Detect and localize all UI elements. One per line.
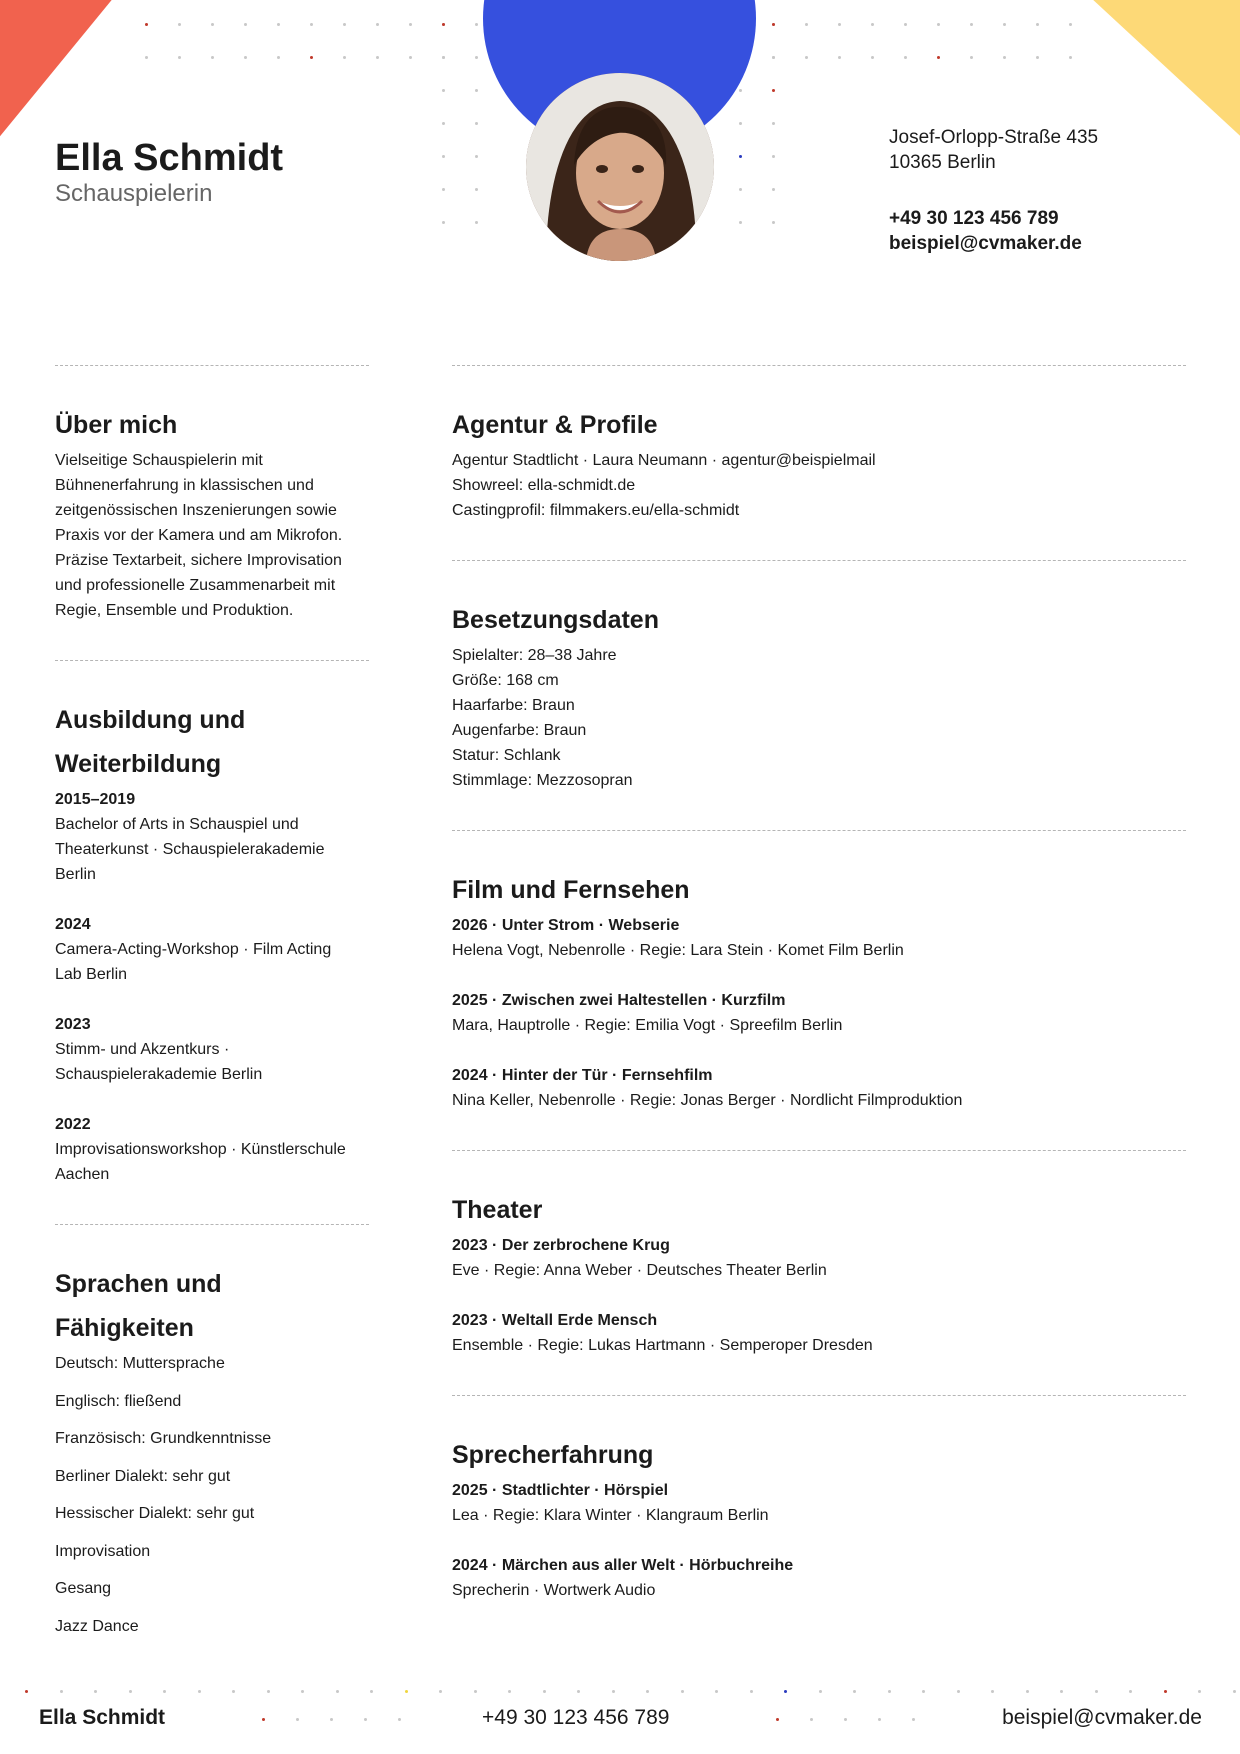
decorative-dot	[475, 221, 478, 224]
decorative-dot	[805, 56, 808, 59]
decorative-dot	[442, 221, 445, 224]
decorative-dot	[922, 1690, 925, 1693]
decorative-dot	[1036, 23, 1039, 26]
decorative-corner-yellow	[1080, 0, 1240, 145]
theater-entry	[452, 1233, 1192, 1283]
section-title-film: Film und Fernsehen	[452, 876, 690, 904]
decorative-dot	[784, 1690, 787, 1693]
decorative-dot	[409, 23, 412, 26]
film-heading: 2026 · Unter Strom · Webserie	[452, 917, 680, 934]
decorative-dot	[474, 1690, 477, 1693]
divider	[452, 560, 1186, 561]
skill-item: Gesang	[55, 1580, 112, 1597]
decorative-dot	[739, 122, 742, 125]
footer-email[interactable]: beispiel@cvmaker.de	[1002, 1706, 1202, 1729]
decorative-dot	[750, 1690, 753, 1693]
agency-text	[452, 448, 1192, 523]
section-title-casting: Besetzungsdaten	[452, 606, 659, 634]
education-line: Theaterkunst · Schauspielerakademie	[55, 841, 325, 858]
about-line: Bühnenerfahrung in klassischen und	[55, 477, 314, 494]
education-line: Berlin	[55, 866, 96, 883]
decorative-dot	[1036, 56, 1039, 59]
decorative-dot	[878, 1718, 881, 1721]
decorative-dot	[475, 155, 478, 158]
divider	[452, 1395, 1186, 1396]
decorative-dot	[129, 1690, 132, 1693]
decorative-dot	[244, 56, 247, 59]
decorative-dot	[178, 56, 181, 59]
divider	[55, 365, 369, 366]
voice-heading: 2025 · Stadtlichter · Hörspiel	[452, 1482, 669, 1499]
casting-line: Haarfarbe: Braun	[452, 697, 575, 714]
casting-text	[452, 643, 1192, 793]
casting-line: Statur: Schlank	[452, 747, 561, 764]
decorative-dot	[1095, 1690, 1098, 1693]
skill-item: Englisch: fließend	[55, 1392, 182, 1410]
decorative-dot	[163, 1690, 166, 1693]
voice-list	[452, 1478, 1192, 1603]
decorative-dot	[904, 23, 907, 26]
film-heading: 2024 · Hinter der Tür · Fernsehfilm	[452, 1067, 713, 1084]
voice-entry	[452, 1478, 1192, 1528]
decorative-dot	[442, 23, 445, 26]
voice-detail: Sprecherin · Wortwerk Audio	[452, 1582, 656, 1599]
candidate-name: Ella Schmidt	[55, 137, 284, 179]
decorative-dot	[1003, 23, 1006, 26]
decorative-dot	[262, 1718, 265, 1721]
decorative-dot	[310, 23, 313, 26]
about-line: und professionelle Zusammenarbeit mit	[55, 577, 336, 594]
decorative-dot	[370, 1690, 373, 1693]
decorative-dot	[301, 1690, 304, 1693]
section-title-line: Weiterbildung	[55, 750, 222, 778]
decorative-dot	[442, 89, 445, 92]
agency-line: Showreel: ella-schmidt.de	[452, 477, 636, 494]
address-line-2: 10365 Berlin	[889, 152, 996, 173]
section-title-voice: Sprecherfahrung	[452, 1441, 654, 1469]
film-entry	[452, 1063, 1192, 1113]
decorative-dot	[442, 122, 445, 125]
skills-list	[55, 1351, 385, 1651]
decorative-dot	[296, 1718, 299, 1721]
education-line: Improvisationsworkshop · Künstlerschule	[55, 1141, 346, 1158]
theater-heading: 2023 · Weltall Erde Mensch	[452, 1312, 658, 1329]
about-line: Regie, Ensemble und Produktion.	[55, 602, 294, 619]
decorative-dot	[1164, 1690, 1167, 1693]
decorative-dot	[310, 56, 313, 59]
section-title-about: Über mich	[55, 411, 178, 439]
education-entry	[55, 912, 385, 987]
decorative-dot	[211, 56, 214, 59]
decorative-dot	[871, 23, 874, 26]
decorative-dot	[904, 56, 907, 59]
decorative-dot	[776, 1718, 779, 1721]
film-entry	[452, 913, 1192, 963]
casting-line: Spielalter: 28–38 Jahre	[452, 647, 617, 664]
skill-item: Improvisation	[55, 1542, 151, 1560]
decorative-dot	[772, 89, 775, 92]
about-line: zeitgenössischen Inszenierungen sowie	[55, 502, 337, 519]
decorative-dot	[475, 23, 478, 26]
decorative-dot	[330, 1718, 333, 1721]
decorative-dot	[1069, 23, 1072, 26]
decorative-dot	[772, 155, 775, 158]
education-line: Schauspielerakademie Berlin	[55, 1066, 263, 1083]
decorative-dot	[60, 1690, 63, 1693]
divider	[452, 365, 1186, 366]
decorative-dot	[772, 122, 775, 125]
skill-item: Hessischer Dialekt: sehr gut	[55, 1505, 255, 1522]
theater-detail: Ensemble · Regie: Lukas Hartmann · Semperoper Dresden	[452, 1337, 873, 1354]
skill-item: Deutsch: Muttersprache	[55, 1355, 225, 1372]
education-year: 2015–2019	[55, 791, 136, 808]
decorative-dot	[508, 1690, 511, 1693]
film-detail: Mara, Hauptrolle · Regie: Emilia Vogt · Spreefilm Berlin	[452, 1017, 843, 1034]
casting-line: Größe: 168 cm	[452, 672, 559, 689]
film-list	[452, 913, 1192, 1113]
about-text	[55, 448, 385, 623]
section-title-education	[55, 698, 245, 786]
about-line: Präzise Textarbeit, sichere Improvisation	[55, 552, 342, 569]
decorative-dot	[805, 23, 808, 26]
decorative-dot	[94, 1690, 97, 1693]
decorative-dot	[937, 56, 940, 59]
decorative-dot	[25, 1690, 28, 1693]
decorative-dot	[1233, 1690, 1236, 1693]
contact-details	[889, 206, 1082, 256]
about-line: Praxis vor der Kamera und am Mikrofon.	[55, 527, 343, 544]
education-line: Bachelor of Arts in Schauspiel und	[55, 816, 299, 833]
decorative-dot	[838, 23, 841, 26]
decorative-dot	[475, 188, 478, 191]
film-detail: Nina Keller, Nebenrolle · Regie: Jonas Berger · Nordlicht Filmproduktion	[452, 1092, 963, 1109]
agency-line: Castingprofil: filmmakers.eu/ella-schmidt	[452, 502, 740, 519]
decorative-dot	[772, 23, 775, 26]
decorative-dot	[178, 23, 181, 26]
decorative-dot	[145, 56, 148, 59]
decorative-dot	[1198, 1690, 1201, 1693]
decorative-corner-red	[0, 0, 135, 150]
theater-list	[452, 1233, 1192, 1358]
decorative-dot	[937, 23, 940, 26]
address-line-1: Josef-Orlopp-Straße 435	[889, 127, 1099, 148]
decorative-dot	[844, 1718, 847, 1721]
decorative-dot	[739, 89, 742, 92]
decorative-dot	[957, 1690, 960, 1693]
decorative-dot	[970, 23, 973, 26]
decorative-dot	[715, 1690, 718, 1693]
decorative-dot	[772, 188, 775, 191]
education-year: 2023	[55, 1016, 91, 1033]
skill-item: Jazz Dance	[55, 1617, 139, 1635]
section-title-agency: Agentur & Profile	[452, 411, 658, 439]
decorative-dot	[1069, 56, 1072, 59]
decorative-dot	[277, 23, 280, 26]
decorative-dot	[810, 1718, 813, 1721]
decorative-dot	[336, 1690, 339, 1693]
decorative-dot	[211, 23, 214, 26]
decorative-dot	[991, 1690, 994, 1693]
decorative-dot	[1003, 56, 1006, 59]
decorative-dot	[376, 23, 379, 26]
decorative-dot	[838, 56, 841, 59]
voice-heading: 2024 · Märchen aus aller Welt · Hörbuchreihe	[452, 1557, 794, 1574]
decorative-dot	[244, 23, 247, 26]
education-year: 2022	[55, 1116, 91, 1133]
decorative-dot	[912, 1718, 915, 1721]
decorative-dot	[475, 122, 478, 125]
section-title-line: Sprachen und	[55, 1270, 222, 1298]
theater-heading: 2023 · Der zerbrochene Krug	[452, 1237, 670, 1254]
education-line: Camera-Acting-Workshop · Film Acting	[55, 941, 332, 958]
education-line: Lab Berlin	[55, 966, 128, 983]
skill-item: Französisch: Grundkenntnisse	[55, 1430, 272, 1447]
decorative-dot	[439, 1690, 442, 1693]
contact-address	[889, 125, 1098, 175]
casting-line: Augenfarbe: Braun	[452, 722, 587, 739]
decorative-dot	[232, 1690, 235, 1693]
education-year: 2024	[55, 916, 91, 933]
contact-email[interactable]: beispiel@cvmaker.de	[889, 233, 1082, 254]
education-line: Aachen	[55, 1166, 110, 1183]
casting-line: Stimmlage: Mezzosopran	[452, 772, 633, 789]
footer-phone[interactable]: +49 30 123 456 789	[482, 1706, 670, 1729]
decorative-dot	[442, 56, 445, 59]
education-list	[55, 787, 385, 1187]
decorative-dot	[819, 1690, 822, 1693]
decorative-dot	[970, 56, 973, 59]
candidate-role: Schauspielerin	[55, 180, 213, 207]
education-entry	[55, 787, 385, 887]
decorative-dot	[442, 188, 445, 191]
decorative-dot	[364, 1718, 367, 1721]
decorative-dot	[267, 1690, 270, 1693]
contact-phone[interactable]: +49 30 123 456 789	[889, 208, 1059, 229]
voice-detail: Lea · Regie: Klara Winter · Klangraum Berlin	[452, 1507, 769, 1524]
portrait-image	[526, 73, 714, 261]
decorative-dot	[343, 56, 346, 59]
decorative-dot	[772, 56, 775, 59]
decorative-dot	[343, 23, 346, 26]
education-entry	[55, 1012, 385, 1087]
section-title-line: Fähigkeiten	[55, 1314, 194, 1342]
agency-line: Agentur Stadtlicht · Laura Neumann · agentur@beispielmail	[452, 452, 876, 469]
decorative-dot	[871, 56, 874, 59]
film-detail: Helena Vogt, Nebenrolle · Regie: Lara Stein · Komet Film Berlin	[452, 942, 904, 959]
decorative-dot	[1060, 1690, 1063, 1693]
divider	[55, 660, 369, 661]
decorative-dot	[577, 1690, 580, 1693]
decorative-dot	[612, 1690, 615, 1693]
decorative-dot	[543, 1690, 546, 1693]
section-title-line: Ausbildung und	[55, 706, 246, 734]
decorative-dot	[398, 1718, 401, 1721]
decorative-dot	[277, 56, 280, 59]
decorative-dot	[475, 89, 478, 92]
divider	[452, 1150, 1186, 1151]
decorative-dot	[739, 221, 742, 224]
decorative-dot	[442, 155, 445, 158]
film-entry	[452, 988, 1192, 1038]
education-line: Stimm- und Akzentkurs ·	[55, 1041, 230, 1058]
decorative-dot	[853, 1690, 856, 1693]
section-title-theater: Theater	[452, 1196, 543, 1224]
decorative-dot	[145, 23, 148, 26]
decorative-dot	[409, 56, 412, 59]
divider	[452, 830, 1186, 831]
decorative-dot	[198, 1690, 201, 1693]
decorative-dot	[739, 188, 742, 191]
education-entry	[55, 1112, 385, 1187]
decorative-dot	[376, 56, 379, 59]
decorative-dot	[888, 1690, 891, 1693]
decorative-dot	[475, 56, 478, 59]
skill-item: Berliner Dialekt: sehr gut	[55, 1467, 231, 1485]
voice-entry	[452, 1553, 1192, 1603]
theater-detail: Eve · Regie: Anna Weber · Deutsches Theater Berlin	[452, 1262, 827, 1279]
section-title-languages	[55, 1262, 222, 1350]
decorative-dot	[1026, 1690, 1029, 1693]
divider	[55, 1224, 369, 1225]
film-heading: 2025 · Zwischen zwei Haltestellen · Kurzfilm	[452, 992, 786, 1009]
decorative-dot	[739, 155, 742, 158]
footer-name: Ella Schmidt	[39, 1706, 166, 1729]
theater-entry	[452, 1308, 1192, 1358]
decorative-dot	[405, 1690, 408, 1693]
decorative-dot	[1129, 1690, 1132, 1693]
decorative-dot	[772, 221, 775, 224]
decorative-dot	[646, 1690, 649, 1693]
profile-photo	[526, 73, 714, 261]
about-line: Vielseitige Schauspielerin mit	[55, 452, 263, 469]
decorative-dot	[681, 1690, 684, 1693]
